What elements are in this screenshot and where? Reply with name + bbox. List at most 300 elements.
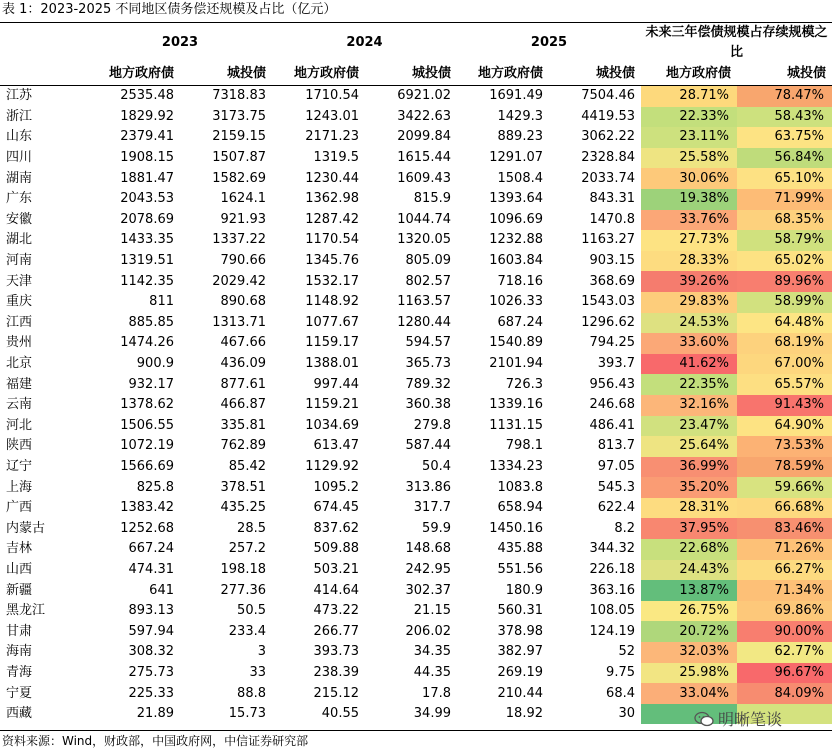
value-cell: 877.61 (220, 376, 266, 392)
value-cell: 1243.01 (305, 108, 359, 124)
table-row (0, 539, 832, 560)
value-cell: 1508.4 (497, 170, 543, 186)
value-cell: 486.41 (589, 417, 635, 433)
region-name: 宁夏 (6, 685, 33, 701)
value-cell: 360.38 (405, 397, 451, 413)
value-cell: 551.56 (497, 561, 543, 577)
share-chengtou-cell: 58.43% (737, 107, 832, 128)
share-chengtou-cell: 78.59% (737, 457, 832, 478)
value-cell: 2029.42 (212, 273, 266, 289)
region-name: 四川 (6, 150, 33, 166)
region-name: 海南 (6, 644, 33, 660)
share-chengtou-cell: 71.26% (737, 539, 832, 560)
share-local-gov-cell: 24.53% (641, 313, 737, 334)
sub-header-cell: 地方政府债 (272, 63, 365, 86)
value-cell: 1287.42 (305, 211, 359, 227)
value-cell: 1044.74 (397, 211, 451, 227)
value-cell: 28.5 (237, 520, 266, 536)
value-cell: 726.3 (505, 376, 543, 392)
table-row (0, 663, 832, 684)
share-chengtou-cell: 65.02% (737, 251, 832, 272)
value-cell: 34.99 (413, 706, 451, 722)
table-row (0, 354, 832, 375)
value-cell: 2099.84 (397, 129, 451, 145)
share-local-gov-cell: 22.33% (641, 107, 737, 128)
value-cell: 789.32 (405, 376, 451, 392)
value-cell: 1163.27 (581, 232, 635, 248)
table-row (0, 292, 832, 313)
value-cell: 1142.35 (120, 273, 174, 289)
value-cell: 2078.69 (120, 211, 174, 227)
value-cell: 1296.62 (581, 314, 635, 330)
share-chengtou-cell: 69.86% (737, 601, 832, 622)
region-name: 青海 (6, 664, 33, 680)
sub-header-row (0, 63, 832, 86)
value-cell: 7318.83 (212, 88, 266, 104)
value-cell: 587.44 (405, 438, 451, 454)
value-cell: 8.2 (614, 520, 635, 536)
value-cell: 718.16 (497, 273, 543, 289)
region-name: 黑龙江 (6, 603, 46, 619)
value-cell: 7504.46 (581, 88, 635, 104)
value-cell: 1540.89 (489, 335, 543, 351)
table-row (0, 271, 832, 292)
share-local-gov-cell: 26.75% (641, 601, 737, 622)
share-local-gov-cell: 25.58% (641, 148, 737, 169)
share-chengtou-cell: 83.46% (737, 518, 832, 539)
value-cell: 545.3 (597, 479, 635, 495)
value-cell: 148.68 (405, 541, 451, 557)
value-cell: 393.7 (597, 356, 635, 372)
value-cell: 97.05 (597, 458, 635, 474)
sub-header-cell: 城投债 (365, 63, 457, 86)
value-cell: 1532.17 (305, 273, 359, 289)
value-cell: 1096.69 (489, 211, 543, 227)
value-cell: 15.73 (228, 706, 266, 722)
value-cell: 1624.1 (220, 191, 266, 207)
value-cell: 34.35 (413, 644, 451, 660)
value-cell: 1507.87 (212, 150, 266, 166)
value-cell: 890.68 (220, 294, 266, 310)
share-header: 未来三年偿债规模占存续规模之比 (645, 25, 828, 60)
share-local-gov-cell: 23.11% (641, 127, 737, 148)
value-cell: 815.9 (413, 191, 451, 207)
value-cell: 1566.69 (120, 458, 174, 474)
table-row (0, 251, 832, 272)
region-name: 山西 (6, 561, 33, 577)
value-cell: 560.31 (497, 603, 543, 619)
share-local-gov-cell: 35.20% (641, 477, 737, 498)
value-cell: 393.73 (313, 644, 359, 660)
value-cell: 1319.5 (313, 150, 359, 166)
value-cell: 1313.71 (212, 314, 266, 330)
share-local-gov-cell: 32.16% (641, 395, 737, 416)
sub-header-cell: 城投债 (737, 63, 832, 86)
sub-header-cell: 城投债 (549, 63, 641, 86)
value-cell: 210.44 (497, 685, 543, 701)
share-chengtou-cell: 96.67% (737, 663, 832, 684)
value-cell: 257.2 (228, 541, 266, 557)
table-row (0, 148, 832, 169)
value-cell: 180.9 (505, 582, 543, 598)
value-cell: 794.25 (589, 335, 635, 351)
value-cell: 1474.26 (120, 335, 174, 351)
value-cell: 266.77 (313, 623, 359, 639)
share-chengtou-cell: 73.53% (737, 436, 832, 457)
share-chengtou-cell: 68.35% (737, 210, 832, 231)
value-cell: 3422.63 (397, 108, 451, 124)
value-cell: 1163.57 (397, 294, 451, 310)
value-cell: 503.21 (313, 561, 359, 577)
share-local-gov-cell: 33.04% (641, 683, 737, 704)
value-cell: 1470.8 (589, 211, 635, 227)
value-cell: 2043.53 (120, 191, 174, 207)
region-name: 河北 (6, 417, 33, 433)
value-cell: 344.32 (589, 541, 635, 557)
share-chengtou-cell: 90.00% (737, 621, 832, 642)
table-row (0, 189, 832, 210)
share-local-gov-cell: 28.31% (641, 498, 737, 519)
value-cell: 2379.41 (120, 129, 174, 145)
table-row (0, 86, 832, 107)
value-cell: 17.8 (422, 685, 451, 701)
value-cell: 277.36 (220, 582, 266, 598)
corner-cell (0, 23, 88, 63)
value-cell: 365.73 (405, 356, 451, 372)
share-local-gov-cell: 19.38% (641, 189, 737, 210)
value-cell: 1319.51 (120, 253, 174, 269)
share-chengtou-cell: 65.10% (737, 168, 832, 189)
share-chengtou-cell: 78.47% (737, 86, 832, 107)
share-chengtou-cell: 64.48% (737, 313, 832, 334)
value-cell: 50.4 (422, 458, 451, 474)
value-cell: 2101.94 (489, 356, 543, 372)
table-row (0, 210, 832, 231)
value-cell: 2159.15 (212, 129, 266, 145)
share-local-gov-cell: 25.64% (641, 436, 737, 457)
value-cell: 1691.49 (489, 88, 543, 104)
value-cell: 687.24 (497, 314, 543, 330)
region-name: 江西 (6, 314, 33, 330)
value-cell: 302.37 (405, 582, 451, 598)
value-cell: 3 (257, 644, 266, 660)
value-cell: 597.94 (128, 623, 174, 639)
table-row (0, 683, 832, 704)
value-cell: 9.75 (606, 664, 635, 680)
table-row (0, 601, 832, 622)
region-name: 重庆 (6, 294, 33, 310)
value-cell: 805.09 (405, 253, 451, 269)
table-row (0, 416, 832, 437)
value-cell: 641 (149, 582, 174, 598)
share-local-gov-cell: 39.26% (641, 271, 737, 292)
value-cell: 1433.35 (120, 232, 174, 248)
value-cell: 3173.75 (212, 108, 266, 124)
sub-header-cell: 地方政府债 (88, 63, 180, 86)
wechat-icon (694, 711, 714, 727)
value-cell: 843.31 (589, 191, 635, 207)
value-cell: 2328.84 (581, 150, 635, 166)
value-cell: 88.8 (237, 685, 266, 701)
table-row (0, 642, 832, 663)
year-2023: 2023 (161, 35, 199, 50)
value-cell: 790.66 (220, 253, 266, 269)
value-cell: 18.92 (505, 706, 543, 722)
share-local-gov-cell: 33.76% (641, 210, 737, 231)
table-row (0, 127, 832, 148)
value-cell: 1095.2 (313, 479, 359, 495)
value-cell: 921.93 (220, 211, 266, 227)
share-local-gov-cell: 20.72% (641, 621, 737, 642)
value-cell: 246.68 (589, 397, 635, 413)
value-cell: 59.9 (422, 520, 451, 536)
share-local-gov-cell: 28.33% (641, 251, 737, 272)
value-cell: 466.87 (220, 397, 266, 413)
region-name: 吉林 (6, 541, 33, 557)
share-local-gov-cell: 28.71% (641, 86, 737, 107)
value-cell: 1339.16 (489, 397, 543, 413)
table-row (0, 168, 832, 189)
value-cell: 1320.05 (397, 232, 451, 248)
value-cell: 1543.03 (581, 294, 635, 310)
value-cell: 1429.3 (497, 108, 543, 124)
share-local-gov-cell: 13.87% (641, 580, 737, 601)
value-cell: 613.47 (313, 438, 359, 454)
watermark (694, 707, 782, 730)
share-local-gov-cell: 32.03% (641, 642, 737, 663)
region-name: 广西 (6, 500, 33, 516)
value-cell: 667.24 (128, 541, 174, 557)
value-cell: 1280.44 (397, 314, 451, 330)
value-cell: 317.7 (413, 500, 451, 516)
value-cell: 1148.92 (305, 294, 359, 310)
value-cell: 1334.23 (489, 458, 543, 474)
value-cell: 308.32 (128, 644, 174, 660)
value-cell: 40.55 (321, 706, 359, 722)
value-cell: 1829.92 (120, 108, 174, 124)
value-cell: 1881.47 (120, 170, 174, 186)
value-cell: 1908.15 (120, 150, 174, 166)
table-row (0, 457, 832, 478)
sub-header-cell: 地方政府债 (641, 63, 737, 86)
share-chengtou-cell: 68.19% (737, 333, 832, 354)
share-chengtou-cell: 63.75% (737, 127, 832, 148)
share-chengtou-cell: 56.84% (737, 148, 832, 169)
value-cell: 198.18 (220, 561, 266, 577)
region-name: 贵州 (6, 335, 33, 351)
region-name: 内蒙古 (6, 520, 46, 536)
share-local-gov-cell: 41.62% (641, 354, 737, 375)
value-cell: 378.51 (220, 479, 266, 495)
share-chengtou-cell: 71.99% (737, 189, 832, 210)
share-chengtou-cell: 59.66% (737, 477, 832, 498)
value-cell: 226.18 (589, 561, 635, 577)
value-cell: 467.66 (220, 335, 266, 351)
value-cell: 124.19 (589, 623, 635, 639)
value-cell: 1450.16 (489, 520, 543, 536)
value-cell: 414.64 (313, 582, 359, 598)
value-cell: 762.89 (220, 438, 266, 454)
value-cell: 44.35 (413, 664, 451, 680)
value-cell: 368.69 (589, 273, 635, 289)
share-chengtou-cell: 66.27% (737, 560, 832, 581)
value-cell: 435.88 (497, 541, 543, 557)
region-name: 山东 (6, 129, 33, 145)
value-cell: 108.05 (589, 603, 635, 619)
value-cell: 335.81 (220, 417, 266, 433)
share-chengtou-cell: 64.90% (737, 416, 832, 437)
share-local-gov-cell: 23.47% (641, 416, 737, 437)
share-local-gov-cell: 27.73% (641, 230, 737, 251)
value-cell: 956.43 (589, 376, 635, 392)
year-2025: 2025 (530, 35, 568, 50)
value-cell: 1345.76 (305, 253, 359, 269)
value-cell: 1582.69 (212, 170, 266, 186)
value-cell: 436.09 (220, 356, 266, 372)
value-cell: 435.25 (220, 500, 266, 516)
sub-header-cell: 地方政府债 (457, 63, 549, 86)
table-row (0, 477, 832, 498)
value-cell: 6921.02 (397, 88, 451, 104)
share-local-gov-cell: 22.35% (641, 374, 737, 395)
value-cell: 474.31 (128, 561, 174, 577)
value-cell: 811 (149, 294, 174, 310)
value-cell: 215.12 (313, 685, 359, 701)
share-chengtou-cell: 58.99% (737, 292, 832, 313)
region-name: 湖北 (6, 232, 33, 248)
share-chengtou-cell: 65.57% (737, 374, 832, 395)
value-cell: 1291.07 (489, 150, 543, 166)
value-cell: 275.73 (128, 664, 174, 680)
value-cell: 4419.53 (581, 108, 635, 124)
value-cell: 1710.54 (305, 88, 359, 104)
region-name: 浙江 (6, 108, 33, 124)
table-row (0, 313, 832, 334)
value-cell: 52 (618, 644, 635, 660)
value-cell: 932.17 (128, 376, 174, 392)
share-local-gov-cell: 36.99% (641, 457, 737, 478)
value-cell: 813.7 (597, 438, 635, 454)
value-cell: 1159.17 (305, 335, 359, 351)
region-name: 云南 (6, 397, 33, 413)
share-chengtou-cell: 91.43% (737, 395, 832, 416)
value-cell: 658.94 (497, 500, 543, 516)
table-row (0, 560, 832, 581)
value-cell: 1026.33 (489, 294, 543, 310)
share-local-gov-cell: 24.43% (641, 560, 737, 581)
value-cell: 1393.64 (489, 191, 543, 207)
share-local-gov-cell: 25.98% (641, 663, 737, 684)
table-row (0, 436, 832, 457)
value-cell: 85.42 (228, 458, 266, 474)
table-row (0, 107, 832, 128)
region-name: 广东 (6, 191, 33, 207)
region-name: 上海 (6, 479, 33, 495)
region-name: 江苏 (6, 88, 33, 104)
value-cell: 674.45 (313, 500, 359, 516)
value-cell: 3062.22 (581, 129, 635, 145)
year-header-row (0, 23, 832, 63)
region-name: 甘肃 (6, 623, 33, 639)
year-2024: 2024 (346, 35, 383, 50)
share-chengtou-cell: 84.09% (737, 683, 832, 704)
value-cell: 1506.55 (120, 417, 174, 433)
value-cell: 68.4 (606, 685, 635, 701)
value-cell: 1252.68 (120, 520, 174, 536)
share-chengtou-cell: 67.00% (737, 354, 832, 375)
share-local-gov-cell: 37.95% (641, 518, 737, 539)
value-cell: 378.98 (497, 623, 543, 639)
value-cell: 1232.88 (489, 232, 543, 248)
value-cell: 1159.21 (305, 397, 359, 413)
value-cell: 2033.74 (581, 170, 635, 186)
share-chengtou-cell: 71.34% (737, 580, 832, 601)
value-cell: 1615.44 (397, 150, 451, 166)
region-name: 新疆 (6, 582, 33, 598)
value-cell: 21.89 (136, 706, 174, 722)
value-cell: 1388.01 (305, 356, 359, 372)
region-name: 福建 (6, 376, 33, 392)
value-cell: 2535.48 (120, 88, 174, 104)
region-name: 陕西 (6, 438, 33, 454)
region-name: 河南 (6, 253, 33, 269)
value-cell: 1131.15 (489, 417, 543, 433)
value-cell: 473.22 (313, 603, 359, 619)
value-cell: 594.57 (405, 335, 451, 351)
share-local-gov-cell: 30.06% (641, 168, 737, 189)
value-cell: 33 (249, 664, 266, 680)
value-cell: 837.62 (313, 520, 359, 536)
value-cell: 269.19 (497, 664, 543, 680)
value-cell: 21.15 (413, 603, 451, 619)
value-cell: 225.33 (128, 685, 174, 701)
region-name: 天津 (6, 273, 33, 289)
value-cell: 313.86 (405, 479, 451, 495)
value-cell: 233.4 (228, 623, 266, 639)
region-name: 湖南 (6, 170, 33, 186)
value-cell: 798.1 (505, 438, 543, 454)
value-cell: 2171.23 (305, 129, 359, 145)
table-row (0, 395, 832, 416)
value-cell: 1609.43 (397, 170, 451, 186)
table-row (0, 230, 832, 251)
region-name: 北京 (6, 356, 33, 372)
table-row (0, 374, 832, 395)
value-cell: 1077.67 (305, 314, 359, 330)
value-cell: 1072.19 (120, 438, 174, 454)
value-cell: 363.16 (589, 582, 635, 598)
table-row (0, 498, 832, 519)
share-chengtou-cell: 58.79% (737, 230, 832, 251)
share-chengtou-cell: 89.96% (737, 271, 832, 292)
value-cell: 1129.92 (305, 458, 359, 474)
share-chengtou-cell: 62.77% (737, 642, 832, 663)
value-cell: 206.02 (405, 623, 451, 639)
sub-header-cell: 城投债 (180, 63, 272, 86)
value-cell: 1170.54 (305, 232, 359, 248)
value-cell: 279.8 (413, 417, 451, 433)
value-cell: 903.15 (589, 253, 635, 269)
value-cell: 509.88 (313, 541, 359, 557)
value-cell: 1337.22 (212, 232, 266, 248)
blank-sub (0, 63, 88, 86)
value-cell: 802.57 (405, 273, 451, 289)
value-cell: 622.4 (597, 500, 635, 516)
value-cell: 893.13 (128, 603, 174, 619)
value-cell: 1083.8 (497, 479, 543, 495)
value-cell: 889.23 (497, 129, 543, 145)
share-local-gov-cell: 33.60% (641, 333, 737, 354)
